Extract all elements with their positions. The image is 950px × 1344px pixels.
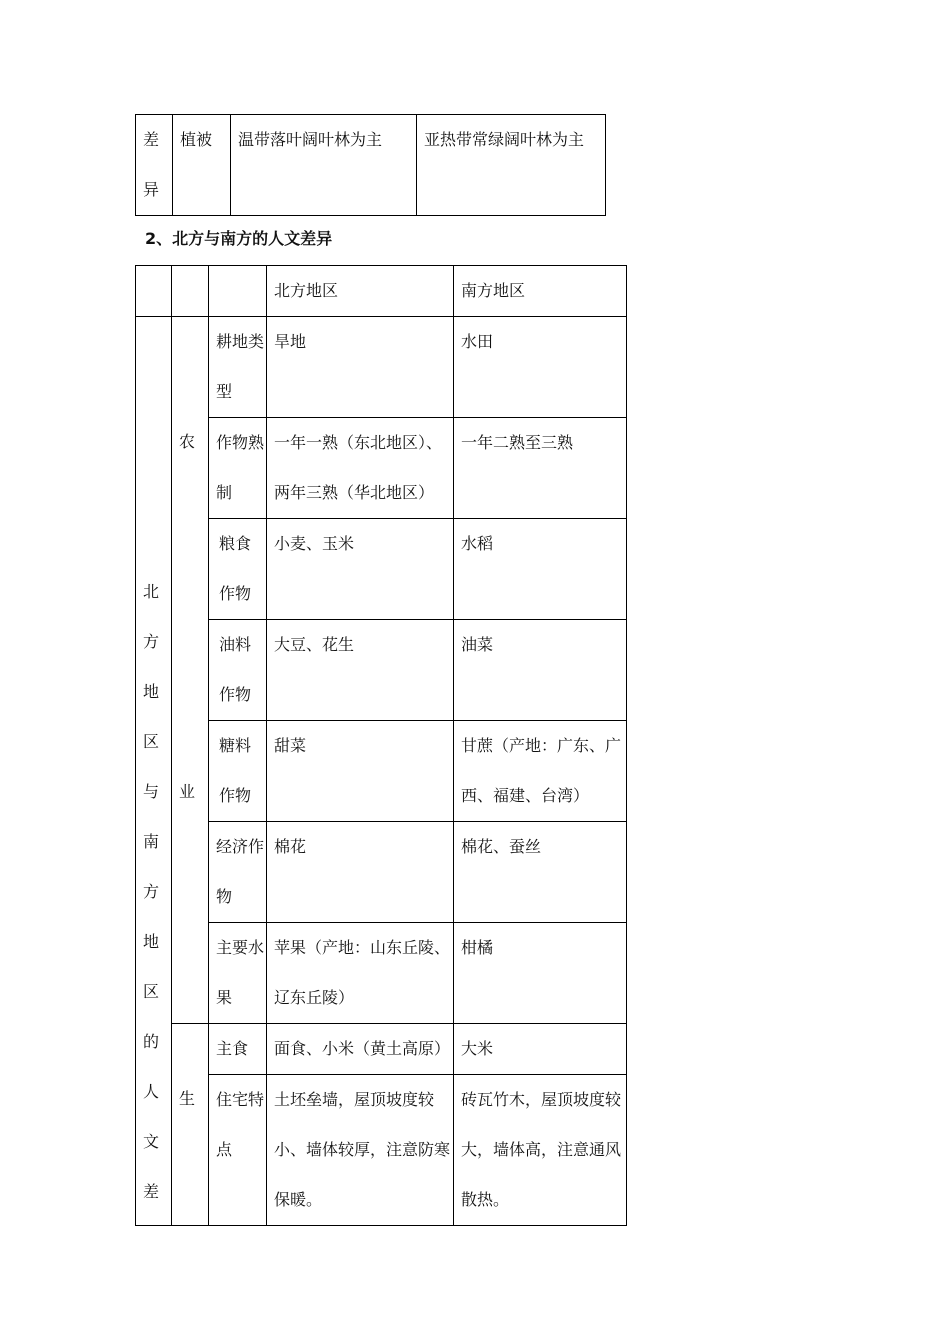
- south-value: 水稻: [454, 519, 627, 620]
- item-label: 主要水果: [209, 923, 267, 1024]
- vegetation-label: 植被: [173, 115, 231, 216]
- south-value: 一年二熟至三熟: [454, 418, 627, 519]
- north-value: 甜菜: [267, 721, 454, 822]
- empty-cell: [172, 266, 209, 317]
- table-row: [136, 115, 606, 216]
- agriculture-top-char: 农: [179, 432, 196, 451]
- item-label: 主食: [209, 1024, 267, 1075]
- side-label: 北方地区与南方地区的人文差: [136, 317, 172, 1226]
- table-row: [136, 923, 627, 1024]
- north-value: 小麦、玉米: [267, 519, 454, 620]
- north-header: 北方地区: [267, 266, 454, 317]
- north-vegetation: 温带落叶阔叶林为主: [231, 115, 417, 216]
- human-differences-table: [135, 265, 627, 1226]
- item-label: 作物熟制: [209, 418, 267, 519]
- item-label: 耕地类型: [209, 317, 267, 418]
- item-label: 粮食作物: [209, 519, 267, 620]
- header-row: [136, 266, 627, 317]
- south-value: 甘蔗（产地：广东、广西、福建、台湾）: [454, 721, 627, 822]
- south-value: 砖瓦竹木，屋顶坡度较大，墙体高，注意通风散热。: [454, 1075, 627, 1226]
- table-row: [136, 822, 627, 923]
- north-value: 苹果（产地：山东丘陵、辽东丘陵）: [267, 923, 454, 1024]
- agriculture-label: [172, 317, 209, 1024]
- north-value: 大豆、花生: [267, 620, 454, 721]
- life-label: 生: [172, 1024, 209, 1226]
- table-row: [136, 317, 627, 418]
- table-row: [136, 721, 627, 822]
- south-value: 柑橘: [454, 923, 627, 1024]
- north-value: 一年一熟（东北地区）、两年三熟（华北地区）: [267, 418, 454, 519]
- south-value: 水田: [454, 317, 627, 418]
- table-row: [136, 1075, 627, 1226]
- south-header: 南方地区: [454, 266, 627, 317]
- item-label: 糖料作物: [209, 721, 267, 822]
- agriculture-bottom-char: 业: [179, 782, 196, 801]
- item-label: 经济作物: [209, 822, 267, 923]
- section-heading: 2、北方与南方的人文差异: [145, 229, 333, 248]
- table-row: [136, 620, 627, 721]
- empty-cell: [136, 266, 172, 317]
- vegetation-table: [135, 114, 606, 216]
- south-value: 棉花、蚕丝: [454, 822, 627, 923]
- south-value: 油菜: [454, 620, 627, 721]
- north-value: 棉花: [267, 822, 454, 923]
- north-value: 旱地: [267, 317, 454, 418]
- item-label: 油料作物: [209, 620, 267, 721]
- difference-label: 差异: [136, 115, 173, 216]
- empty-cell: [209, 266, 267, 317]
- item-label: 住宅特点: [209, 1075, 267, 1226]
- south-vegetation: 亚热带常绿阔叶林为主: [417, 115, 606, 216]
- table-row: [136, 1024, 627, 1075]
- south-value: 大米: [454, 1024, 627, 1075]
- north-value: 面食、小米（黄土高原）: [267, 1024, 454, 1075]
- table-row: [136, 418, 627, 519]
- spacer: [179, 467, 201, 767]
- north-value: 土坯垒墙，屋顶坡度较小、墙体较厚，注意防寒保暖。: [267, 1075, 454, 1226]
- table-row: [136, 519, 627, 620]
